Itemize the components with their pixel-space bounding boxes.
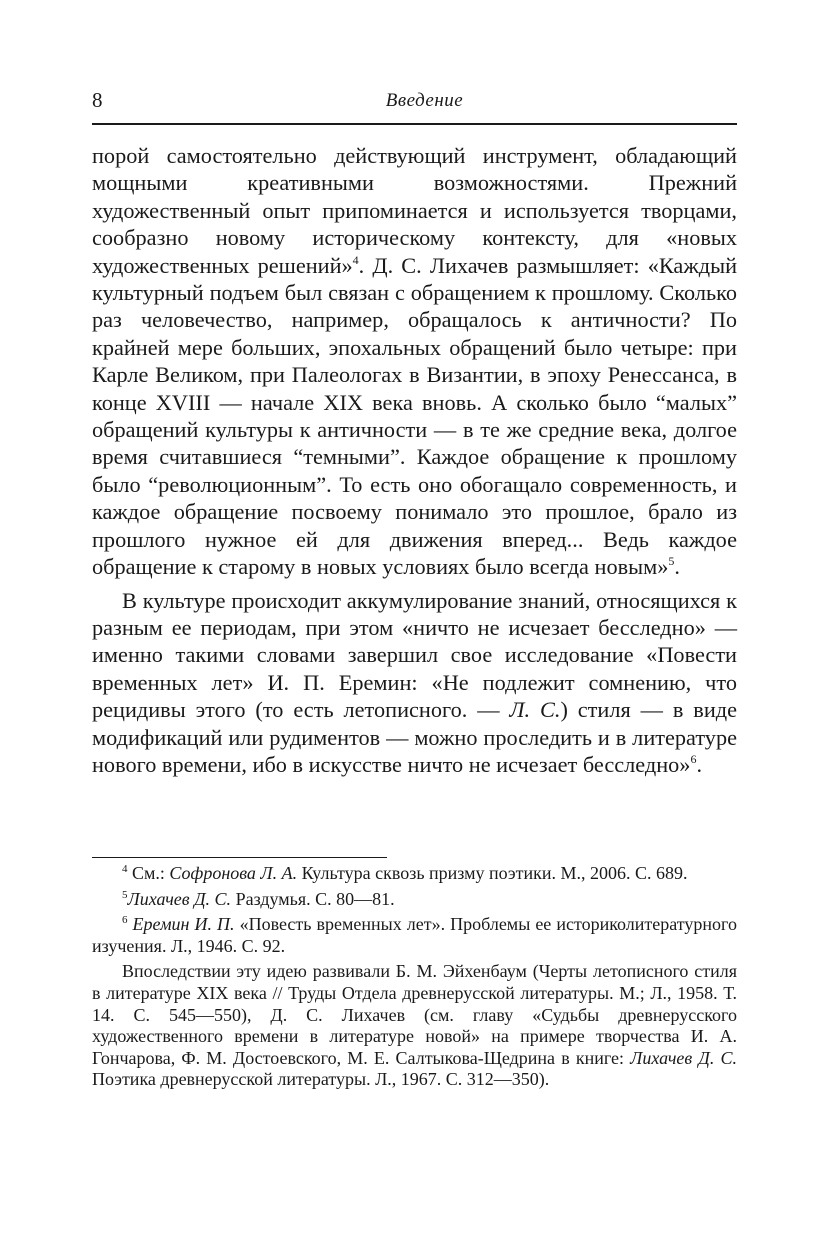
footnote-ref-6[interactable]: 6 bbox=[690, 751, 697, 766]
running-title: Введение bbox=[385, 90, 464, 111]
footnote-6-cont-text-b: Поэтика древнерусской литературы. Л., 1967. С. 312—350). bbox=[92, 1069, 550, 1090]
paragraph-2 bbox=[92, 587, 737, 779]
footnote-ref-4[interactable]: 4 bbox=[352, 252, 359, 267]
footnote-6 bbox=[92, 914, 737, 957]
paragraph-1-text-b: . Д. С. Лихачев размышляет: «Каждый культурный подъем был связан с обращением к прошлому. Сколько раз человечество, например, обращалось к античности? По крайней мере больших, эпохальных обращений было четыре: при Карле Великом, при Палеологах в Византии, в эпоху Ренессанса, в конце XVIII — начале XIX века вновь. А сколько было “малых” обращений культуры к античности — в те же средние века, долгое время считавшиеся “темными”. Каждое обращение к прошлому было “революционным”. То есть оно обогащало современность, и каждое обращение посвоему понимало это прошлое, брало из прошлого нужное ей для движения вперед... Ведь каждое обращение к старому в новых условиях было всегда новым» bbox=[92, 252, 737, 580]
paragraph-2-text-b: ) стиля — в виде модификаций или рудиментов — можно проследить и в литературе нового времени, ибо в искусстве ничто не исчезает бесследно» bbox=[92, 697, 737, 777]
footnote-6-cont-text-a: Впоследствии эту идею развивали Б. М. Эйхенбаум (Черты летописного стиля в литературе XIX века // Труды Отдела древнерусской литературы. М.; Л., 1958. Т. 14. С. 545—550), Д. С. Лихачев (см. главу «Судьбы древнерусского художественного времени в литературе новой» на примере творчества И. А. Гончарова, Ф. М. Достоевского, М. Е. Салтыкова-Щедрина в книге: bbox=[92, 961, 737, 1068]
footnote-4-author: Софронова Л. А. bbox=[169, 863, 298, 883]
footnote-4-text: Культура сквозь призму поэтики. М., 2006. С. 689. bbox=[297, 863, 688, 883]
footnote-6-cont-author: Лихачев Д. С. bbox=[630, 1047, 737, 1068]
header-rule bbox=[92, 123, 737, 125]
editor-initials: Л. С. bbox=[509, 697, 561, 723]
footnote-6-text: «Повесть временных лет». Проблемы ее историколитературного изучения. Л., 1946. С. 92. bbox=[92, 914, 737, 956]
main-text bbox=[92, 142, 737, 778]
paragraph-1 bbox=[92, 142, 737, 581]
footnote-6-continuation bbox=[92, 961, 737, 1091]
footnote-5-text: Раздумья. С. 80—81. bbox=[231, 888, 395, 909]
footnote-5 bbox=[92, 889, 737, 911]
footnote-5-number: 5 bbox=[122, 888, 128, 901]
footnote-rule bbox=[92, 857, 387, 858]
footnote-4 bbox=[92, 863, 737, 885]
paragraph-1-text-c: . bbox=[674, 554, 680, 580]
footnote-4-number: 4 bbox=[122, 863, 128, 875]
running-head bbox=[92, 88, 737, 118]
footnote-5-author: Лихачев Д. С. bbox=[127, 888, 232, 909]
paragraph-1-text-a: порой самостоятельно действующий инструмент, обладающий мощными креативными возможностями. Прежний художественный опыт припоминается и используется творцами, сообразно новому историческому контексту, для «новых художественных решений» bbox=[92, 143, 737, 278]
page-number: 8 bbox=[92, 88, 103, 112]
paragraph-2-text-c: . bbox=[696, 751, 703, 777]
footnote-4-prefix: См.: bbox=[127, 863, 170, 883]
footnote-6-number: 6 bbox=[122, 914, 128, 927]
paragraph-2-text-a: В культуре происходит аккумулирование знаний, относящихся к разным ее периодам, при этом «ничто не исчезает бесследно» — именно такими словами завершил свое исследование «Повести временных лет» И. П. Еремин: «Не подлежит сомнению, что рецидивы этого (то есть летописного. — bbox=[92, 587, 737, 723]
footnote-6-author: Еремин И. П. bbox=[127, 914, 235, 935]
footnotes bbox=[92, 863, 737, 1091]
footnote-ref-5[interactable]: 5 bbox=[668, 554, 675, 569]
